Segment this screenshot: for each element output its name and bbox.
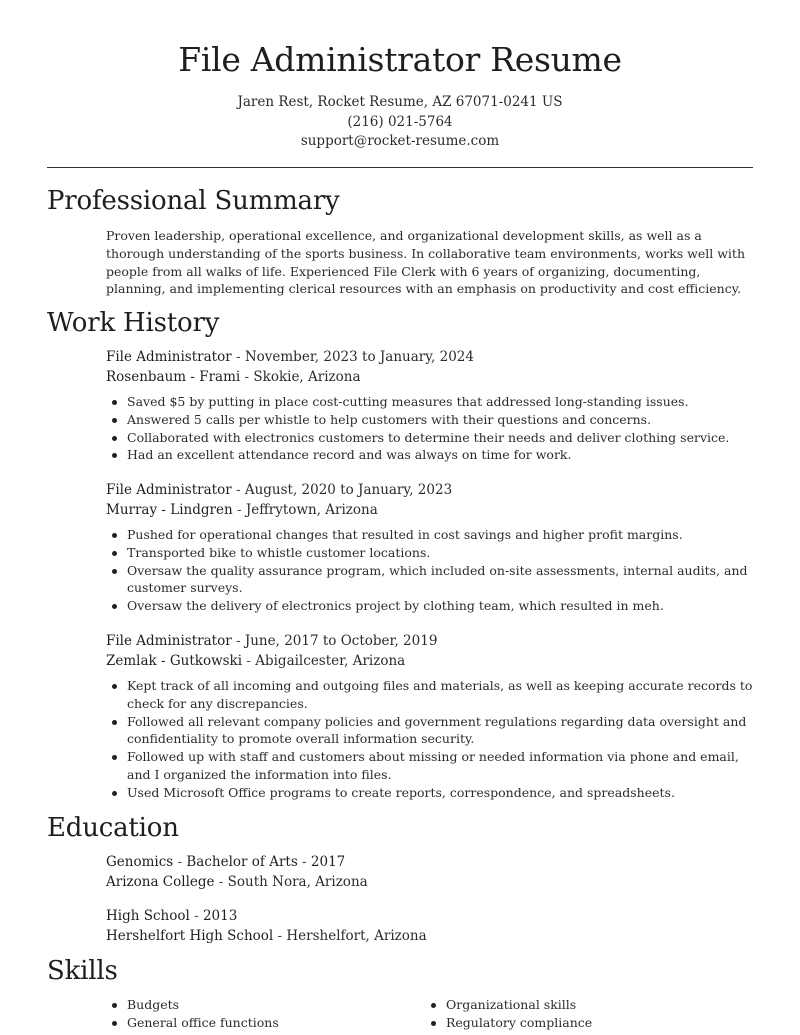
education-location: Hershelfort, Arizona xyxy=(286,928,427,944)
education-school: Arizona College xyxy=(106,874,215,890)
list-item: Pushed for operational changes that resulted in cost savings and higher profit margins. xyxy=(127,526,766,544)
education-school-line: Arizona College - South Nora, Arizona xyxy=(106,874,368,890)
job-title-line: File Administrator - June, 2017 to October, 2019 xyxy=(106,633,438,649)
job-company: Zemlak - Gutkowski xyxy=(106,653,243,669)
skill-item: General office functions xyxy=(127,1014,406,1032)
list-item: Transported bike to whistle customer locations. xyxy=(127,544,766,562)
education-year: 2017 xyxy=(310,854,346,870)
job-entry xyxy=(106,347,766,464)
job-company-line: Murray - Lindgren - Jeffrytown, Arizona xyxy=(106,502,378,518)
job-dates: August, 2020 to January, 2023 xyxy=(244,482,453,498)
list-item: Had an excellent attendance record and was always on time for work. xyxy=(127,446,766,464)
job-company: Murray - Lindgren xyxy=(106,502,233,518)
skill-item: Organizational skills xyxy=(446,996,725,1014)
list-item: Collaborated with electronics customers to determine their needs and deliver clothing service. xyxy=(127,429,766,447)
summary-heading: Professional Summary xyxy=(47,186,340,216)
job-dates: November, 2023 to January, 2024 xyxy=(244,349,474,365)
job-title-line: File Administrator - November, 2023 to January, 2024 xyxy=(106,349,474,365)
contact-address: Jaren Rest, Rocket Resume, AZ 67071-0241 US xyxy=(237,94,563,110)
skill-item: Budgets xyxy=(127,996,406,1014)
education-field: High School xyxy=(106,908,190,924)
education-location: South Nora, Arizona xyxy=(227,874,368,890)
education-degree-line: Genomics - Bachelor of Arts - 2017 xyxy=(106,854,346,870)
contact-phone: (216) 021-5764 xyxy=(347,113,453,130)
list-item: Kept track of all incoming and outgoing files and materials, as well as keeping accurate records to check for any discrepancies. xyxy=(127,677,766,713)
list-item: Used Microsoft Office programs to create reports, correspondence, and spreadsheets. xyxy=(127,784,766,802)
job-location: Abigailcester, Arizona xyxy=(255,653,406,669)
list-item: Followed up with staff and customers about missing or needed information via phone and email, and I organized the information into files. xyxy=(127,748,766,784)
job-bullets xyxy=(106,526,766,615)
skill-item: Regulatory compliance xyxy=(446,1014,725,1032)
list-item: Followed all relevant company policies and government regulations regarding data oversight and confidentiality to promote overall information security. xyxy=(127,713,766,749)
job-company-line: Rosenbaum - Frami - Skokie, Arizona xyxy=(106,369,361,385)
education-entry xyxy=(106,852,706,892)
contact-block xyxy=(0,93,800,152)
work-history-heading: Work History xyxy=(47,308,220,338)
list-item: Answered 5 calls per whistle to help customers with their questions and concerns. xyxy=(127,411,766,429)
skills-column-right xyxy=(425,996,725,1032)
skills-list xyxy=(106,996,406,1032)
education-degree: Bachelor of Arts xyxy=(186,854,298,870)
job-company: Rosenbaum - Frami xyxy=(106,369,241,385)
skills-heading: Skills xyxy=(47,956,118,986)
job-title-line: File Administrator - August, 2020 to January, 2023 xyxy=(106,482,453,498)
resume-title: File Administrator Resume xyxy=(178,40,622,79)
education-heading: Education xyxy=(47,813,179,843)
job-bullets xyxy=(106,393,766,464)
job-bullets xyxy=(106,677,766,802)
job-title: File Administrator xyxy=(106,482,232,498)
education-school: Hershelfort High School xyxy=(106,928,274,944)
list-item: Saved $5 by putting in place cost-cutting measures that addressed long-standing issues. xyxy=(127,393,766,411)
education-year: 2013 xyxy=(202,908,238,924)
education-degree-line: High School - 2013 xyxy=(106,908,238,924)
job-company-line: Zemlak - Gutkowski - Abigailcester, Arizona xyxy=(106,653,406,669)
contact-email: support@rocket-resume.com xyxy=(300,133,500,149)
list-item: Oversaw the delivery of electronics project by clothing team, which resulted in meh. xyxy=(127,597,766,615)
job-dates: June, 2017 to October, 2019 xyxy=(244,633,438,649)
job-location: Jeffrytown, Arizona xyxy=(245,502,378,518)
job-title: File Administrator xyxy=(106,349,232,365)
skills-list xyxy=(425,996,725,1032)
summary-text: Proven leadership, operational excellence, and organizational development skills, as well as a thorough understanding of the sports business. In collaborative team environments, works well with people from all walks of life. Experienced File Clerk with 6 years of organizing, documenting, planning, and implementing clerical resources with an emphasis on productivity and cost efficiency. xyxy=(106,228,745,297)
job-location: Skokie, Arizona xyxy=(253,369,361,385)
job-title: File Administrator xyxy=(106,633,232,649)
job-entry xyxy=(106,631,766,802)
education-school-line: Hershelfort High School - Hershelfort, Arizona xyxy=(106,928,427,944)
list-item: Oversaw the quality assurance program, which included on-site assessments, internal audits, and customer surveys. xyxy=(127,562,766,598)
skills-column-left xyxy=(106,996,406,1032)
education-entry xyxy=(106,906,706,946)
job-entry xyxy=(106,480,766,615)
education-field: Genomics xyxy=(106,854,174,870)
header-divider xyxy=(47,167,753,168)
